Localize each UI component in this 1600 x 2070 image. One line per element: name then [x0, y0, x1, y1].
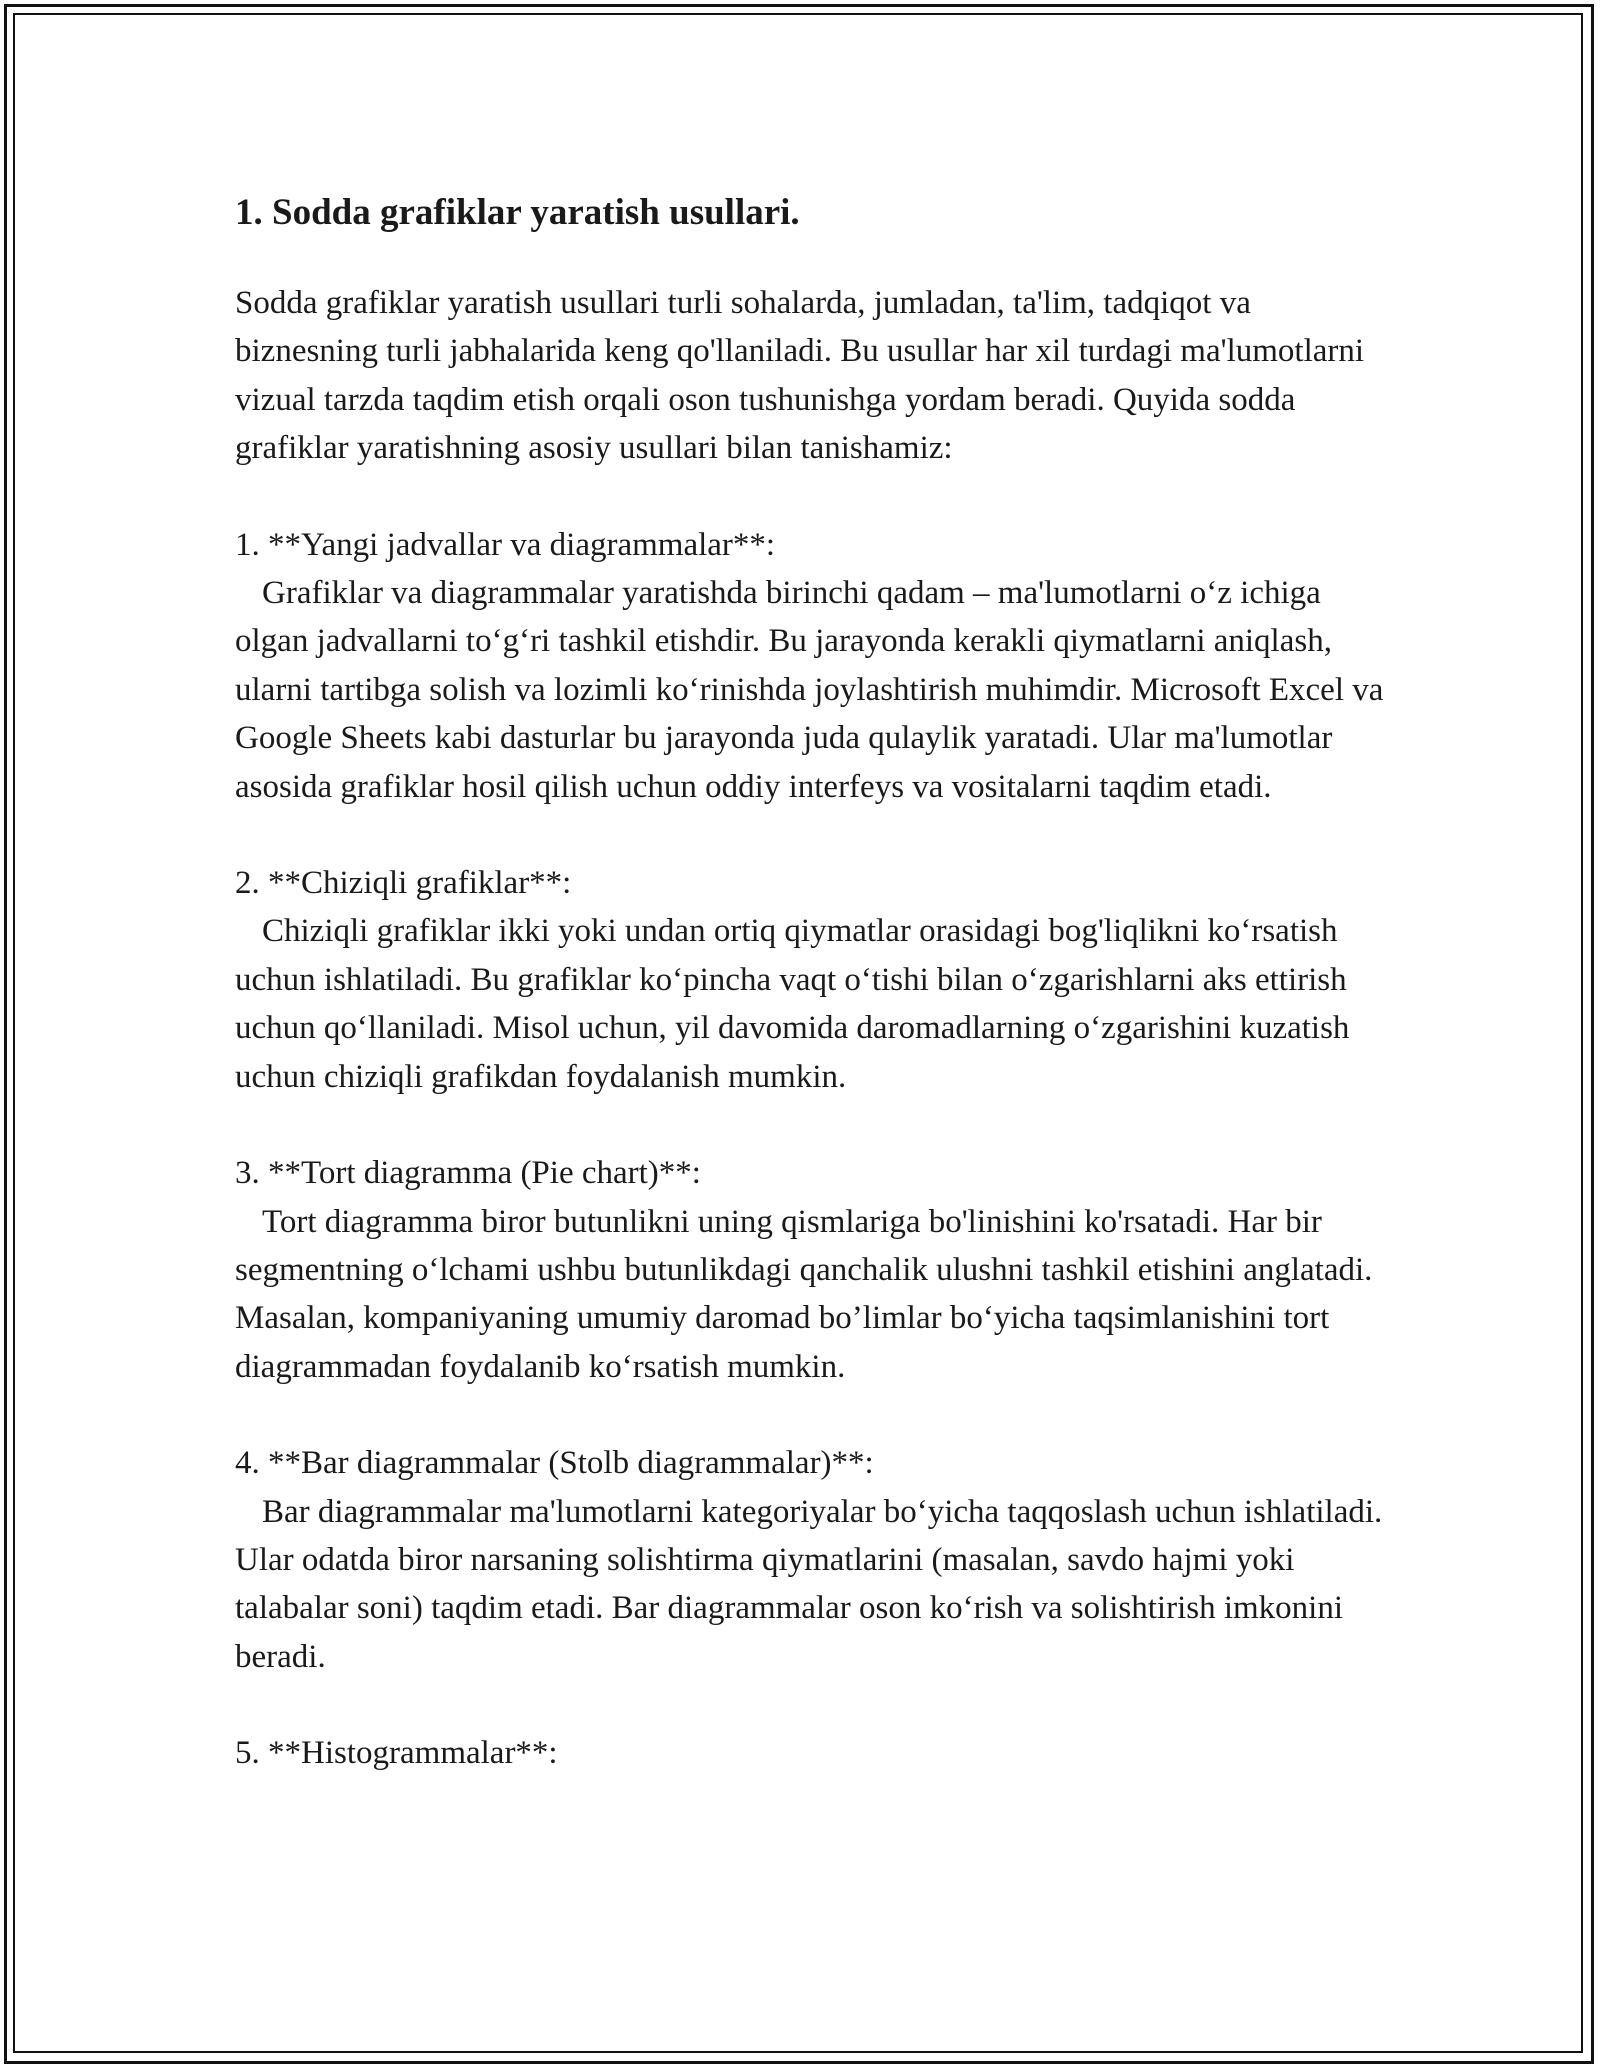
- section-heading: 3. **Tort diagramma (Pie chart)**:: [235, 1155, 701, 1192]
- section-heading: 4. **Bar diagrammalar (Stolb diagrammalar)**:: [235, 1445, 874, 1482]
- intro-paragraph: Sodda grafiklar yaratish usullari turli sohalarda, jumladan, ta'lim, tadqiqot va biznesning turli jabhalarida keng qo'llaniladi. Bu usullar har xil turdagi ma'lumotlarni vizual tarzda taqdim etish orqali oson tushunishga yordam beradi. Quyida sodda grafiklar yaratishning asosiy usullari bilan tanishamiz:: [235, 285, 1365, 467]
- page-title: 1. Sodda grafiklar yaratish usullari.: [235, 192, 800, 233]
- section-body: Bar diagrammalar ma'lumotlarni kategoriyalar boʻyicha taqqoslash uchun ishlatiladi. Ular odatda biror narsaning solishtirma qiymatlarini (masalan, savdo hajmi yoki talabalar soni) taqdim etadi. Bar diagrammalar oson koʻrish va solishtirish imkonini beradi.: [235, 1493, 1383, 1675]
- section-heading: 2. **Chiziqli grafiklar**:: [235, 865, 572, 902]
- section-line-charts: [235, 859, 1385, 1101]
- section-tables-and-diagrams: [235, 521, 1385, 811]
- section-body: Chiziqli grafiklar ikki yoki undan ortiq qiymatlar orasidagi bog'liqlikni koʻrsatish uchun ishlatiladi. Bu grafiklar koʻpincha vaqt oʻtishi bilan oʻzgarishlarni aks ettirish uchun qoʻllaniladi. Misol uchun, yil davomida daromadlarning oʻzgarishini kuzatish uchun chiziqli grafikdan foydalanish mumkin.: [235, 913, 1350, 1095]
- section-body: Tort diagramma biror butunlikni uning qismlariga bo'linishini ko'rsatadi. Har bir segmentning oʻlchami ushbu butunlikdagi qanchalik ulushni tashkil etishini anglatadi. Masalan, kompaniyaning umumiy daromad bo’limlar boʻyicha taqsimlanishini tort diagrammadan foydalanib koʻrsatish mumkin.: [235, 1203, 1373, 1385]
- section-histograms: [235, 1729, 1385, 1777]
- section-heading: 5. **Histogrammalar**:: [235, 1735, 558, 1772]
- section-pie-chart: [235, 1149, 1385, 1391]
- section-heading: 1. **Yangi jadvallar va diagrammalar**:: [235, 526, 776, 563]
- document-content: [235, 185, 1385, 1778]
- section-body: Grafiklar va diagrammalar yaratishda birinchi qadam – ma'lumotlarni oʻz ichiga olgan jadvallarni toʻgʻri tashkil etishdir. Bu jarayonda kerakli qiymatlarni aniqlash, ularni tartibga solish va lozimli koʻrinishda joylashtirish muhimdir. Microsoft Excel va Google Sheets kabi dasturlar bu jarayonda juda qulaylik yaratadi. Ular ma'lumotlar asosida grafiklar hosil qilish uchun oddiy interfeys va vositalarni taqdim etadi.: [235, 575, 1384, 805]
- section-bar-charts: [235, 1439, 1385, 1681]
